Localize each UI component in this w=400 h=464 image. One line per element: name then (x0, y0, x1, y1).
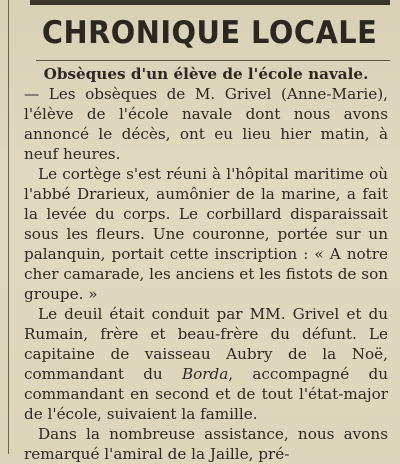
article-headline: Obsèques d'un élève de l'école navale. (43, 65, 369, 83)
paragraph-3-text-b: , accompagné du commandant en second et de tout l'état-major de l'école, suivaient la famille. (24, 365, 388, 423)
paragraph-3 (24, 304, 388, 424)
section-title: CHRONIQUE LOCALE (41, 15, 378, 51)
article-body (24, 64, 388, 464)
column-rule (8, 0, 9, 454)
paragraph-4: Dans la nombreuse assistance, nous avons remarqué l'amiral de la Jaille, pré- (24, 425, 388, 463)
ship-name: Borda (181, 365, 229, 383)
paragraph-3-text-a: Le deuil était conduit par MM. Grivel et du Rumain, frère et beau-frère du défunt. Le capitaine de vaisseau Aubry de la Noë, commandant du (24, 305, 388, 383)
paragraph-1: — Les obsèques de M. Grivel (Anne-Marie), l'élève de l'école navale dont nous avons annoncé le décès, ont eu lieu hier matin, à neuf heures. (24, 85, 388, 163)
title-divider (36, 60, 390, 61)
top-rule (30, 0, 390, 5)
paragraph-2: Le cortège s'est réuni à l'hôpital maritime où l'abbé Drarieux, aumônier de la marine, a fait la levée du corps. Le corbillard disparaissait sous les fleurs. Une couronne, portée sur un palanquin, portait cette inscription : « A notre cher camarade, les anciens et les fistots de son groupe. » (24, 165, 388, 303)
